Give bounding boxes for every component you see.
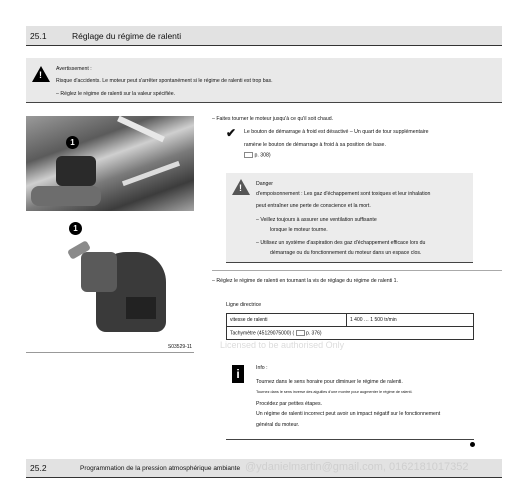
step-adjust-idle: – Réglez le régime de ralenti en tournant la vis de réglage du régime de ralenti 1. — [212, 278, 398, 284]
warning-icon: ! — [232, 179, 250, 195]
book-ref-icon — [244, 152, 253, 158]
info-line-5: général du moteur. — [256, 422, 300, 428]
figure-code: S03529-11 — [167, 344, 192, 350]
callout-1: 1 — [66, 136, 79, 149]
end-marker-icon — [470, 442, 475, 447]
book-ref-icon — [296, 330, 305, 336]
section-number: 25.1 — [30, 30, 47, 41]
danger-bullet-2b: démarrage ou du fonctionnement du moteur dans un espace clos. — [270, 250, 422, 256]
warning-box — [26, 58, 502, 103]
danger-line-1: d'empoisonnement : Les gaz d'échappement sont toxiques et leur inhalation — [256, 191, 431, 197]
warning-icon: ! — [32, 66, 50, 82]
watermark: @ydanielmartin@gmail.com, 0162181017352 — [245, 461, 469, 473]
section-title: Réglage du régime de ralenti — [72, 30, 182, 41]
danger-box — [226, 173, 473, 263]
check-line-1: Le bouton de démarrage à froid est désactivé – Un quart de tour supplémentaire — [244, 129, 429, 135]
check-icon: ✔ — [226, 126, 237, 140]
table-row — [227, 314, 474, 327]
warning-text: Risque d'accidents. Le moteur peut s'arrêter spontanément si le régime de ralenti est trop bas. — [56, 78, 273, 84]
watermark: Licensed to be authorised Only — [220, 340, 345, 350]
table-row — [227, 327, 474, 340]
section-title: Programmation de la pression atmosphérique ambiante — [80, 464, 241, 472]
spec-label: vitesse de ralenti — [227, 314, 347, 327]
info-box — [226, 361, 474, 439]
spec-tool-ref[interactable]: p. 376) — [306, 330, 322, 337]
divider — [212, 270, 502, 271]
section-number: 25.2 — [30, 463, 47, 473]
throttle-body-photo — [26, 212, 194, 353]
danger-title: Danger — [256, 181, 274, 187]
danger-line-2: peut entraîner une perte de conscience et la mort. — [256, 203, 371, 209]
spec-tool-name: Tachymètre (45129075000) ( — [230, 330, 295, 337]
info-title: Info : — [256, 365, 268, 371]
spec-table — [226, 313, 474, 340]
danger-bullet-2a: – Utilisez un système d'aspiration des gaz d'échappement efficace lors du — [256, 240, 426, 246]
spec-value: 1 400 … 1 500 tr/min — [347, 314, 474, 327]
danger-bullet-1a: – Veillez toujours à assurer une ventilation suffisante — [256, 217, 377, 223]
spec-heading: Ligne directrice — [226, 302, 262, 308]
info-line-4: Un régime de ralenti incorrect peut avoir un impact négatif sur le fonctionnement — [256, 411, 441, 417]
check-line-2: ramène le bouton de démarrage à froid à sa position de base. — [244, 142, 386, 148]
warning-action: – Réglez le régime de ralenti sur la valeur spécifiée. — [56, 91, 176, 97]
info-line-3: Procédez par petites étapes. — [256, 401, 323, 407]
step-warm-engine: – Faites tourner le moteur jusqu'à ce qu'il soit chaud. — [212, 116, 334, 122]
info-line-2: Tournez dans le sens inverse des aiguilles d'une montre pour augmenter le régime de ralenti. — [256, 390, 413, 394]
check-ref — [244, 152, 271, 159]
check-ref-page[interactable]: p. 308) — [254, 152, 271, 159]
danger-bullet-1b: lorsque le moteur tourne. — [270, 227, 328, 233]
engine-photo — [26, 116, 194, 211]
divider — [226, 439, 474, 440]
info-line-1: Tournez dans le sens horaire pour diminuer le régime de ralenti. — [256, 379, 403, 385]
section-header — [26, 26, 502, 46]
callout-1: 1 — [69, 222, 82, 235]
spec-tool — [227, 327, 474, 340]
warning-title: Avertissement : — [56, 66, 92, 72]
info-icon: i — [232, 365, 244, 383]
